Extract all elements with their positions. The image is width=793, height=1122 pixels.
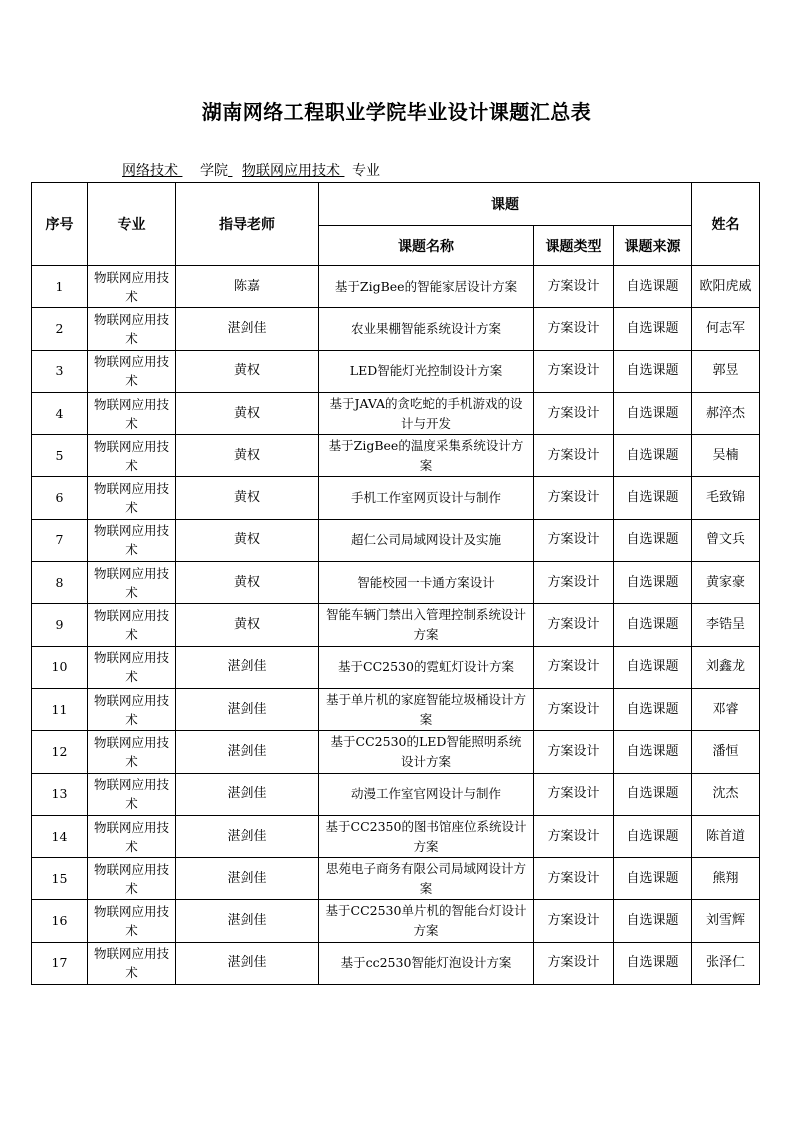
row-topic-source: 自选课题 <box>614 477 692 519</box>
table-row <box>32 519 760 561</box>
row-topic-source: 自选课题 <box>614 519 692 561</box>
row-major: 物联网应用技术 <box>88 773 176 815</box>
row-topic-source: 自选课题 <box>614 308 692 350</box>
row-index: 13 <box>32 773 88 815</box>
row-student: 吴楠 <box>692 435 760 477</box>
row-topic-source: 自选课题 <box>614 604 692 646</box>
header-advisor: 指导老师 <box>176 183 319 266</box>
row-advisor: 湛剑佳 <box>176 815 319 857</box>
table-row <box>32 773 760 815</box>
row-index: 8 <box>32 562 88 604</box>
row-major: 物联网应用技术 <box>88 266 176 308</box>
row-topic-source: 自选课题 <box>614 350 692 392</box>
row-student: 曾文兵 <box>692 519 760 561</box>
row-topic-type: 方案设计 <box>534 477 614 519</box>
table-row <box>32 308 760 350</box>
row-student: 熊翔 <box>692 858 760 900</box>
row-advisor: 黄权 <box>176 562 319 604</box>
row-index: 3 <box>32 350 88 392</box>
underline-gap <box>178 163 200 179</box>
row-major: 物联网应用技术 <box>88 604 176 646</box>
row-student: 张泽仁 <box>692 942 760 984</box>
row-topic-source: 自选课题 <box>614 858 692 900</box>
row-advisor: 黄权 <box>176 392 319 434</box>
row-topic-type: 方案设计 <box>534 435 614 477</box>
row-major: 物联网应用技术 <box>88 688 176 730</box>
table-row <box>32 350 760 392</box>
header-topic-name: 课题名称 <box>319 226 534 266</box>
row-topic-source: 自选课题 <box>614 773 692 815</box>
row-advisor: 湛剑佳 <box>176 688 319 730</box>
college-label: 学院 <box>200 163 228 179</box>
row-student: 何志军 <box>692 308 760 350</box>
header-topic-type: 课题类型 <box>534 226 614 266</box>
row-major: 物联网应用技术 <box>88 562 176 604</box>
row-advisor: 陈嘉 <box>176 266 319 308</box>
row-student: 潘恒 <box>692 731 760 773</box>
row-topic-type: 方案设计 <box>534 562 614 604</box>
row-topic-type: 方案设计 <box>534 858 614 900</box>
underline-gap <box>340 163 352 179</box>
row-topic-name: 动漫工作室官网设计与制作 <box>319 773 534 815</box>
row-topic-name: 基于ZigBee的智能家居设计方案 <box>319 266 534 308</box>
table-header-row <box>32 183 760 226</box>
row-advisor: 湛剑佳 <box>176 308 319 350</box>
row-student: 黄家豪 <box>692 562 760 604</box>
header-topic-group: 课题 <box>319 183 692 226</box>
row-topic-source: 自选课题 <box>614 688 692 730</box>
row-topic-source: 自选课题 <box>614 900 692 942</box>
table-row <box>32 688 760 730</box>
row-topic-name: 基于CC2530单片机的智能台灯设计方案 <box>319 900 534 942</box>
row-advisor: 黄权 <box>176 519 319 561</box>
header-student: 姓名 <box>692 183 760 266</box>
row-topic-type: 方案设计 <box>534 942 614 984</box>
row-topic-source: 自选课题 <box>614 392 692 434</box>
row-major: 物联网应用技术 <box>88 942 176 984</box>
row-advisor: 湛剑佳 <box>176 646 319 688</box>
table-row <box>32 858 760 900</box>
row-topic-source: 自选课题 <box>614 562 692 604</box>
row-index: 7 <box>32 519 88 561</box>
row-major: 物联网应用技术 <box>88 392 176 434</box>
table-row <box>32 900 760 942</box>
row-topic-name: 基于CC2530的霓虹灯设计方案 <box>319 646 534 688</box>
row-student: 沈杰 <box>692 773 760 815</box>
row-index: 17 <box>32 942 88 984</box>
row-topic-type: 方案设计 <box>534 731 614 773</box>
row-student: 李锆呈 <box>692 604 760 646</box>
row-index: 11 <box>32 688 88 730</box>
row-index: 4 <box>32 392 88 434</box>
row-index: 5 <box>32 435 88 477</box>
page-title: 湖南网络工程职业学院毕业设计课题汇总表 <box>201 100 592 124</box>
table-row <box>32 266 760 308</box>
row-topic-type: 方案设计 <box>534 604 614 646</box>
row-topic-source: 自选课题 <box>614 731 692 773</box>
row-index: 9 <box>32 604 88 646</box>
row-major: 物联网应用技术 <box>88 900 176 942</box>
row-topic-name: 基于单片机的家庭智能垃圾桶设计方案 <box>319 688 534 730</box>
row-topic-type: 方案设计 <box>534 815 614 857</box>
row-index: 6 <box>32 477 88 519</box>
row-index: 14 <box>32 815 88 857</box>
row-index: 16 <box>32 900 88 942</box>
row-advisor: 湛剑佳 <box>176 900 319 942</box>
row-topic-type: 方案设计 <box>534 266 614 308</box>
row-topic-type: 方案设计 <box>534 350 614 392</box>
row-topic-name: 基于ZigBee的温度采集系统设计方案 <box>319 435 534 477</box>
major-label: 专业 <box>352 163 380 179</box>
row-topic-name: 智能校园一卡通方案设计 <box>319 562 534 604</box>
row-topic-name: 思苑电子商务有限公司局域网设计方案 <box>319 858 534 900</box>
row-student: 毛致锦 <box>692 477 760 519</box>
row-topic-name: 超仁公司局域网设计及实施 <box>319 519 534 561</box>
college-value: 网络技术 <box>122 163 178 179</box>
row-topic-name: 农业果棚智能系统设计方案 <box>319 308 534 350</box>
header-line <box>122 160 380 180</box>
table-row <box>32 435 760 477</box>
row-student: 刘雪辉 <box>692 900 760 942</box>
row-major: 物联网应用技术 <box>88 646 176 688</box>
table-row <box>32 604 760 646</box>
row-advisor: 湛剑佳 <box>176 773 319 815</box>
table-row <box>32 646 760 688</box>
header-major: 专业 <box>88 183 176 266</box>
row-topic-name: 基于JAVA的贪吃蛇的手机游戏的设计与开发 <box>319 392 534 434</box>
row-major: 物联网应用技术 <box>88 858 176 900</box>
row-topic-name: 基于CC2350的图书馆座位系统设计方案 <box>319 815 534 857</box>
table-row <box>32 477 760 519</box>
row-topic-name: LED智能灯光控制设计方案 <box>319 350 534 392</box>
row-major: 物联网应用技术 <box>88 308 176 350</box>
row-topic-type: 方案设计 <box>534 308 614 350</box>
row-topic-name: 智能车辆门禁出入管理控制系统设计方案 <box>319 604 534 646</box>
row-advisor: 湛剑佳 <box>176 731 319 773</box>
table-row <box>32 815 760 857</box>
row-advisor: 湛剑佳 <box>176 942 319 984</box>
row-topic-source: 自选课题 <box>614 942 692 984</box>
header-index: 序号 <box>32 183 88 266</box>
row-topic-name: 基于cc2530智能灯泡设计方案 <box>319 942 534 984</box>
row-advisor: 湛剑佳 <box>176 858 319 900</box>
underline-gap <box>228 163 242 179</box>
table-row <box>32 731 760 773</box>
row-topic-type: 方案设计 <box>534 688 614 730</box>
row-topic-name: 基于CC2530的LED智能照明系统设计方案 <box>319 731 534 773</box>
row-major: 物联网应用技术 <box>88 477 176 519</box>
row-index: 2 <box>32 308 88 350</box>
row-student: 陈首道 <box>692 815 760 857</box>
row-topic-source: 自选课题 <box>614 435 692 477</box>
row-student: 欧阳虎威 <box>692 266 760 308</box>
row-advisor: 黄权 <box>176 477 319 519</box>
row-topic-source: 自选课题 <box>614 646 692 688</box>
table-row <box>32 392 760 434</box>
topics-table <box>31 182 760 985</box>
row-major: 物联网应用技术 <box>88 815 176 857</box>
row-student: 郝淬杰 <box>692 392 760 434</box>
row-index: 10 <box>32 646 88 688</box>
row-major: 物联网应用技术 <box>88 519 176 561</box>
row-advisor: 黄权 <box>176 350 319 392</box>
row-advisor: 黄权 <box>176 604 319 646</box>
row-student: 刘鑫龙 <box>692 646 760 688</box>
row-topic-type: 方案设计 <box>534 392 614 434</box>
table-row <box>32 562 760 604</box>
major-value: 物联网应用技术 <box>242 163 340 179</box>
row-index: 15 <box>32 858 88 900</box>
row-major: 物联网应用技术 <box>88 435 176 477</box>
row-topic-type: 方案设计 <box>534 646 614 688</box>
row-index: 1 <box>32 266 88 308</box>
row-topic-name: 手机工作室网页设计与制作 <box>319 477 534 519</box>
row-major: 物联网应用技术 <box>88 731 176 773</box>
row-topic-type: 方案设计 <box>534 900 614 942</box>
header-topic-source: 课题来源 <box>614 226 692 266</box>
row-student: 郭昱 <box>692 350 760 392</box>
table-row <box>32 942 760 984</box>
row-topic-source: 自选课题 <box>614 266 692 308</box>
row-topic-type: 方案设计 <box>534 519 614 561</box>
row-major: 物联网应用技术 <box>88 350 176 392</box>
row-student: 邓睿 <box>692 688 760 730</box>
row-advisor: 黄权 <box>176 435 319 477</box>
row-topic-source: 自选课题 <box>614 815 692 857</box>
row-topic-type: 方案设计 <box>534 773 614 815</box>
row-index: 12 <box>32 731 88 773</box>
